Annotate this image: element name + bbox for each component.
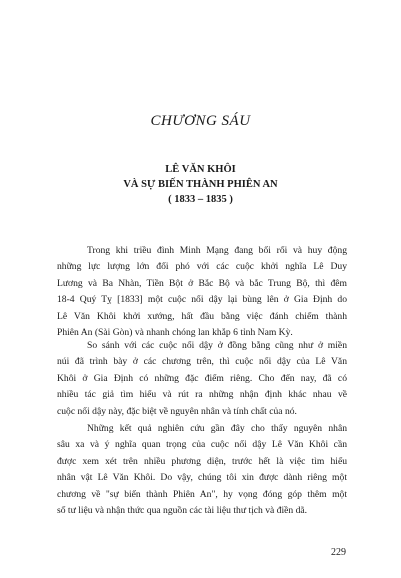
title-line-1: LÊ VĂN KHÔI bbox=[165, 164, 236, 175]
paragraph-line: những lực lượng lớn đối phó với các cuộc khởi nghĩa Lê Duy bbox=[57, 261, 347, 273]
paragraph-line: Khôi ở Gia Định có những đặc điểm riêng. Cho đến nay, đã có bbox=[57, 372, 347, 384]
paragraph-line: sâu xa và ý nghĩa quan trọng của cuộc nổi dậy Lê Văn Khôi cần bbox=[57, 439, 347, 451]
paragraph-2 bbox=[57, 338, 347, 420]
paragraph-line: Những kết quả nghiên cứu gần đây cho thấy nguyên nhân bbox=[87, 423, 347, 434]
paragraph-line: 18-4 Quý Tỵ [1833] một cuộc nổi dậy lại bùng lên ở Gia Định do bbox=[57, 294, 347, 306]
paragraph-1 bbox=[57, 243, 347, 341]
page-number: 229 bbox=[331, 547, 346, 558]
paragraph-line: nhân vật Lê Văn Khôi. Do vậy, chúng tôi xin được dành riêng một bbox=[57, 472, 347, 484]
paragraph-line: chương về "sự biến thành Phiên An", hy vọng đóng góp thêm một bbox=[57, 488, 347, 500]
paragraph-3 bbox=[57, 421, 347, 519]
paragraph-line: Trong khi triều đình Minh Mạng đang bối rối và huy động bbox=[87, 245, 347, 256]
paragraph-line: Lương và Ba Nhàn, Tiền Bột ở Bắc Bộ và bắc Trung Bộ, thì đêm bbox=[57, 277, 347, 289]
paragraph-line: Lê Văn Khôi khởi xướng, hất đầu bằng việc đánh chiếm thành bbox=[57, 310, 347, 322]
title-date-range: ( 1833 – 1835 ) bbox=[168, 194, 233, 205]
paragraph-line: núi đã trình bày ở các chương trên, thì cuộc nổi dậy của Lê Văn bbox=[57, 356, 347, 368]
title-line-2: VÀ SỰ BIẾN THÀNH PHIÊN AN bbox=[123, 179, 278, 190]
chapter-title bbox=[0, 162, 401, 207]
paragraph-line: được xem xét trên nhiều phương diện, trước hết là việc tìm hiểu bbox=[57, 455, 347, 467]
paragraph-line: nhiều tác giả tìm hiểu và rút ra những nhận định khác nhau về bbox=[57, 389, 347, 401]
paragraph-line: So sánh với các cuộc nổi dậy ở đồng bằng cũng như ở miền bbox=[87, 340, 347, 351]
chapter-heading: CHƯƠNG SÁU bbox=[150, 113, 251, 129]
paragraph-line: Phiên An (Sài Gòn) và nhanh chóng lan khắp 6 tỉnh Nam Kỳ. bbox=[57, 327, 293, 339]
paragraph-line: số tư liệu và nhận thức qua nguồn các tài liệu thư tịch và điền dã. bbox=[57, 505, 308, 517]
paragraph-line: cuộc nổi dậy này, đặc biệt về nguyên nhân và tính chất của nó. bbox=[57, 405, 297, 417]
